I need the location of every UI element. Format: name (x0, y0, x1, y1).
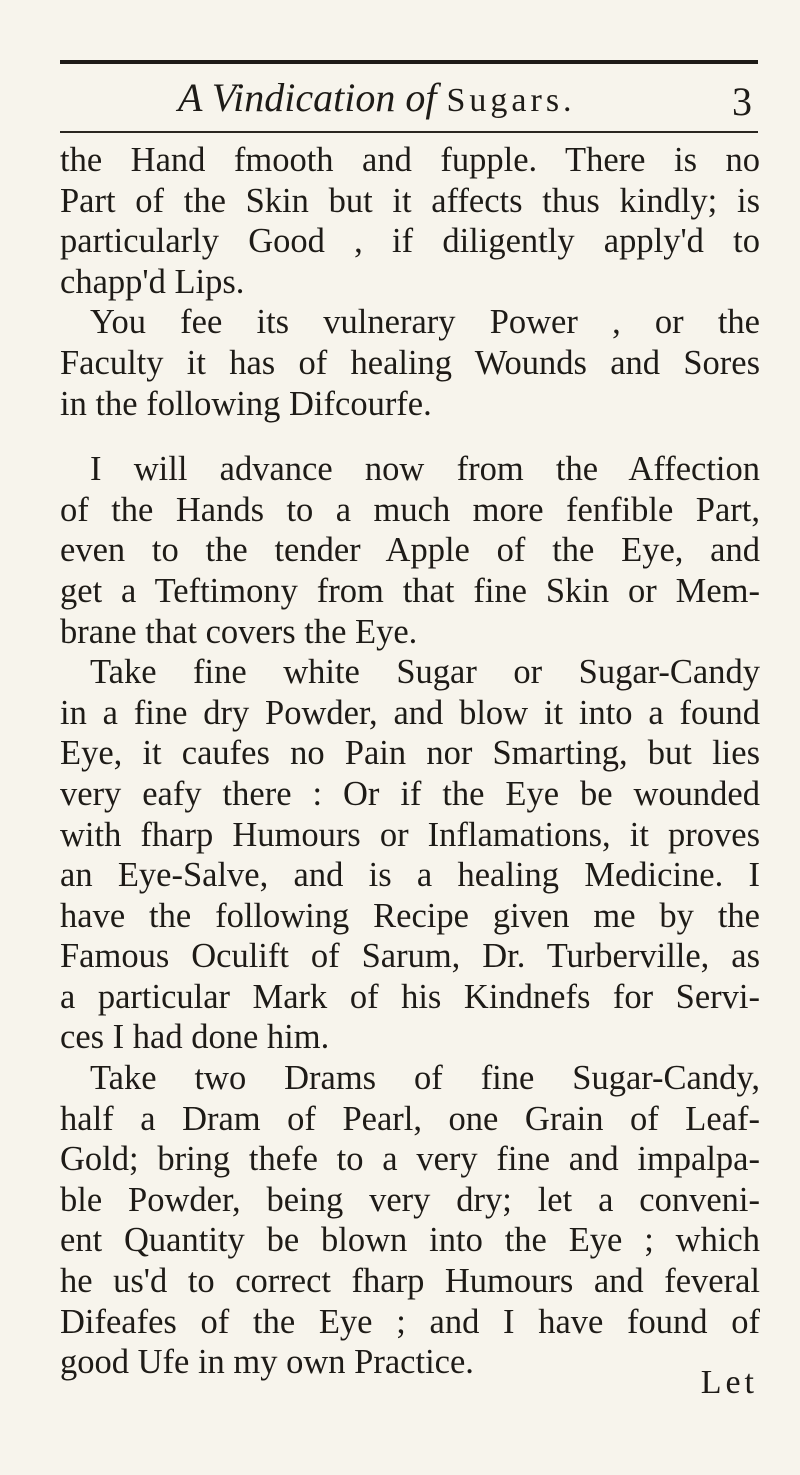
body-text (60, 140, 760, 1383)
text-line: particularly Good , if diligently apply'd to (60, 222, 760, 261)
text-line: Take two Drams of fine Sugar-Candy, (90, 1059, 760, 1098)
text-line: in a fine dry Powder, and blow it into a found (60, 693, 760, 732)
text-line: very eafy there : Or if the Eye be wounded (60, 774, 760, 813)
text-line: get a Teftimony from that fine Skin or Mem- (60, 571, 760, 610)
text-line: I will advance now from the Affection (90, 450, 760, 489)
text-line: ces I had done him. (60, 1018, 330, 1057)
text-line: half a Dram of Pearl, one Grain of Leaf- (60, 1099, 760, 1138)
text-line: You fee its vulnerary Power , or the (90, 303, 760, 342)
text-line: in the following Difcourfe. (60, 384, 432, 423)
running-head (60, 66, 758, 130)
text-line: of the Hands to a much more fenfible Part, (60, 490, 760, 529)
running-title-italic: A Vindication of (178, 75, 437, 120)
text-line: Take fine white Sugar or Sugar-Candy (90, 653, 760, 692)
text-line: an Eye-Salve, and is a healing Medicine. I (60, 856, 760, 895)
text-line: with fharp Humours or Inflamations, it proves (60, 815, 760, 854)
text-line: ble Powder, being very dry; let a conveni- (60, 1180, 760, 1219)
paragraph-gap (60, 424, 760, 449)
text-line: have the following Recipe given me by the (60, 896, 760, 935)
text-line: Eye, it caufes no Pain nor Smarting, but lies (60, 734, 760, 773)
running-title (178, 72, 576, 127)
text-line: Difeafes of the Eye ; and I have found of (60, 1302, 760, 1341)
text-line: Gold; bring thefe to a very fine and impalpa- (60, 1140, 760, 1179)
text-line: Faculty it has of healing Wounds and Sores (60, 343, 760, 382)
text-line: ent Quantity be blown into the Eye ; which (60, 1221, 760, 1260)
header-rule-bottom (60, 131, 758, 133)
catchword: Let (700, 1364, 758, 1401)
text-line: chapp'd Lips. (60, 262, 245, 301)
header-rule-top (60, 60, 758, 64)
text-line: brane that covers the Eye. (60, 612, 418, 651)
text-line: even to the tender Apple of the Eye, and (60, 531, 760, 570)
text-line: a particular Mark of his Kindnefs for Servi- (60, 977, 760, 1016)
running-title-caps: Sugars. (446, 82, 576, 119)
text-line: he us'd to correct fharp Humours and feveral (60, 1262, 760, 1301)
text-line: Famous Oculift of Sarum, Dr. Turberville, as (60, 937, 760, 976)
page-number: 3 (732, 79, 752, 124)
text-line: Part of the Skin but it affects thus kindly; is (60, 181, 760, 220)
text-line: the Hand fmooth and fupple. There is no (60, 141, 760, 179)
text-line: good Ufe in my own Practice. (60, 1343, 474, 1382)
